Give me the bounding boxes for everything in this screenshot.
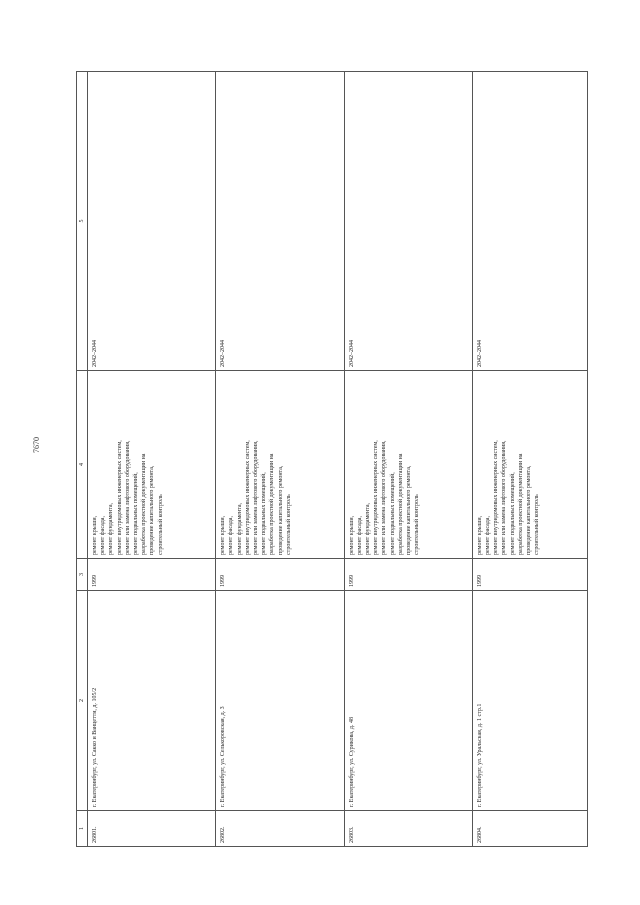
year-cell: 1999: [472, 559, 587, 591]
address-cell: г. Екатеринбург, ул. Сакко и Ванцетти, д. 105/2: [88, 591, 216, 811]
column-header: 3: [77, 559, 88, 591]
row-number: 26801.: [88, 811, 216, 847]
period-cell: 2042–2044: [472, 72, 587, 371]
table-row: [472, 72, 587, 847]
column-header: 5: [77, 72, 88, 371]
repair-schedule-table: [76, 71, 588, 847]
year-cell: 1999: [216, 559, 344, 591]
address-cell: г. Екатеринбург, ул. Сурикова, д. 48: [344, 591, 472, 811]
row-number: 26803.: [344, 811, 472, 847]
table-row: [88, 72, 216, 847]
column-header: 1: [77, 811, 88, 847]
period-cell: 2042–2044: [88, 72, 216, 371]
works-cell: ремонт крыши, ремонт фасада, ремонт фундамента, ремонт внутридомовых инженерных систем, ремонт или замена лифтового оборудования, ремонт подвальных помещений, разработка проектной документации на проведение капитального ремонта, строительный контроль: [344, 371, 472, 559]
address-cell: г. Екатеринбург, ул. Уральская, д. 1 стр.1: [472, 591, 587, 811]
period-cell: 2042–2044: [216, 72, 344, 371]
row-number: 26804.: [472, 811, 587, 847]
page-number: 7670: [32, 437, 41, 453]
works-cell: ремонт крыши, ремонт фасада, ремонт фундамента, ремонт внутридомовых инженерных систем, ремонт или замена лифтового оборудования, ремонт подвальных помещений, разработка проектной документации на проведение капитального ремонта, строительный контроль: [216, 371, 344, 559]
year-cell: 1999: [88, 559, 216, 591]
table-header-row: [77, 72, 88, 847]
year-cell: 1999: [344, 559, 472, 591]
works-cell: ремонт крыши, ремонт фасада, ремонт внутридомовых инженерных систем, ремонт или замена лифтового оборудования, ремонт подвальных помещений, разработка проектной документации на проведение капитального ремонта, строительный контроль: [472, 371, 587, 559]
works-cell: ремонт крыши, ремонт фасада, ремонт фундамента, ремонт внутридомовых инженерных систем, ремонт или замена лифтового оборудования, ремонт подвальных помещений, разработка проектной документации на проведение капитального ремонта, строительный контроль: [88, 371, 216, 559]
table-row: [216, 72, 344, 847]
address-cell: г. Екатеринбург, ул. Селькоровская, д. 3: [216, 591, 344, 811]
period-cell: 2042–2044: [344, 72, 472, 371]
row-number: 26802.: [216, 811, 344, 847]
column-header: 4: [77, 371, 88, 559]
table-row: [344, 72, 472, 847]
column-header: 2: [77, 591, 88, 811]
